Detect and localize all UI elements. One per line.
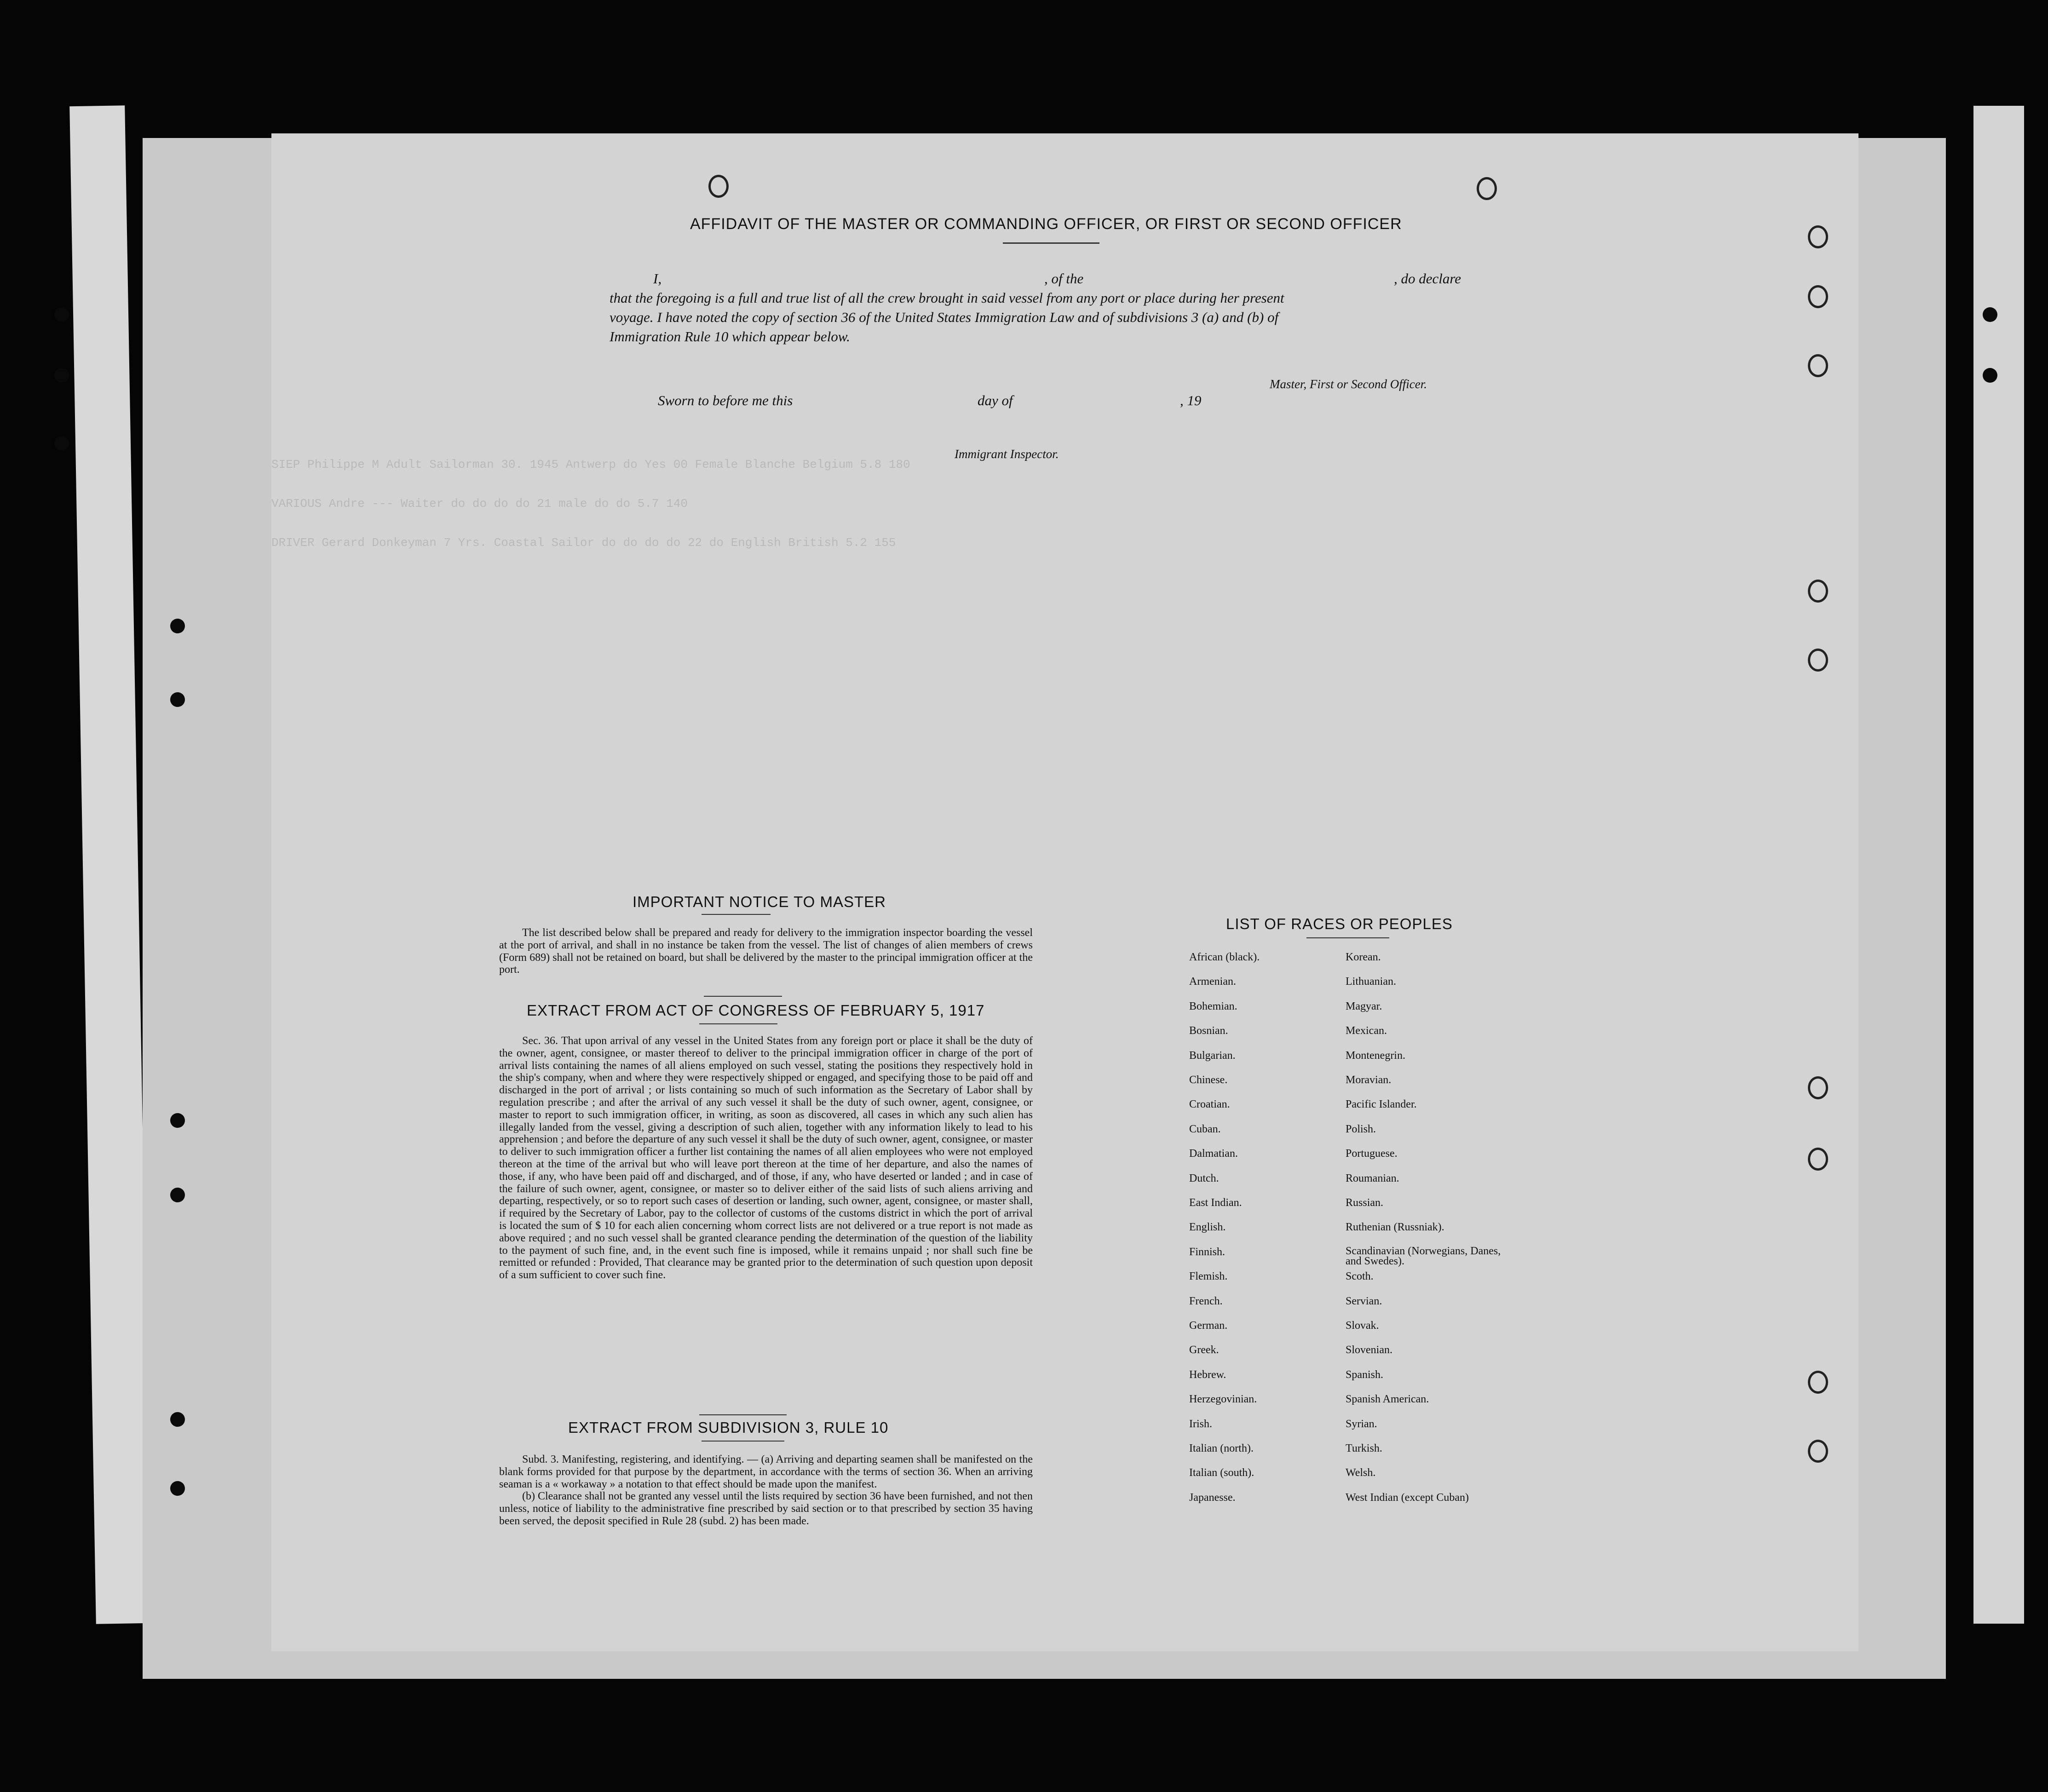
race-item: Italian (north). xyxy=(1189,1442,1254,1454)
race-item: Polish. xyxy=(1346,1123,1376,1135)
rule-title: EXTRACT FROM SUBDIVISION 3, RULE 10 xyxy=(568,1419,889,1436)
binder-punch xyxy=(170,1412,185,1427)
race-item: Dutch. xyxy=(1189,1172,1219,1184)
race-item: German. xyxy=(1189,1320,1228,1332)
binder-punch xyxy=(54,307,69,322)
race-item: Scandinavian (Norwegians, Danes, and Swedes). xyxy=(1346,1245,1501,1267)
race-item: Chinese. xyxy=(1189,1074,1228,1086)
race-item: English. xyxy=(1189,1221,1226,1234)
divider xyxy=(1003,242,1099,244)
binder-punch xyxy=(1983,368,1997,383)
divider xyxy=(699,1414,787,1415)
race-item: East Indian. xyxy=(1189,1197,1242,1209)
race-item: Lithuanian. xyxy=(1346,976,1396,988)
divider xyxy=(704,996,782,997)
race-item: Roumanian. xyxy=(1346,1172,1399,1184)
binding-hole xyxy=(1808,285,1828,308)
binding-hole xyxy=(1808,1076,1828,1099)
race-item: Cuban. xyxy=(1189,1123,1221,1135)
year-text: , 19 xyxy=(1180,392,1202,408)
act-title: EXTRACT FROM ACT OF CONGRESS OF FEBRUARY 5, 1917 xyxy=(527,1002,985,1019)
race-item: Welsh. xyxy=(1346,1467,1376,1479)
divider xyxy=(1306,937,1389,938)
binder-punch xyxy=(170,692,185,707)
race-item: Hebrew. xyxy=(1189,1368,1226,1381)
race-item: Scoth. xyxy=(1346,1270,1374,1283)
binder-punch xyxy=(54,436,69,451)
notice-title: IMPORTANT NOTICE TO MASTER xyxy=(633,893,886,910)
race-item: Greek. xyxy=(1189,1344,1219,1356)
divider xyxy=(702,1441,784,1442)
binding-hole xyxy=(1477,177,1497,200)
binding-hole xyxy=(1808,1440,1828,1463)
binder-punch xyxy=(54,368,69,383)
race-item: Spanish American. xyxy=(1346,1393,1429,1406)
race-item: French. xyxy=(1189,1295,1223,1307)
affidavit-i: I, xyxy=(653,270,662,287)
sworn-text: Sworn to before me this xyxy=(658,392,793,408)
races-list xyxy=(1189,951,1649,1563)
notice-text: The list described below shall be prepared and ready for delivery to the immigration inspector boarding the vessel at the port of arrival, and shall in no instance be taken from the vessel. The list of changes of alien members of crews (Form 689) shall not be retained on board, but shall be delivered by the master to the principal immigration officer at the port. xyxy=(499,927,1033,976)
race-item: Turkish. xyxy=(1346,1442,1382,1454)
race-item: Bulgarian. xyxy=(1189,1049,1236,1062)
binding-hole xyxy=(1808,580,1828,603)
inspector-signature-label: Immigrant Inspector. xyxy=(955,447,1059,461)
manifest-page xyxy=(271,133,1858,1651)
race-item: Armenian. xyxy=(1189,976,1236,988)
race-item: Slovenian. xyxy=(1346,1344,1392,1356)
binder-punch xyxy=(170,619,185,633)
race-item: Irish. xyxy=(1189,1418,1212,1430)
race-item: Herzegovinian. xyxy=(1189,1393,1257,1406)
race-item: Ruthenian (Russniak). xyxy=(1346,1221,1444,1234)
race-item: Syrian. xyxy=(1346,1418,1377,1430)
race-item: West Indian (except Cuban) xyxy=(1346,1491,1469,1504)
bleed-through-row: VARIOUS Andre --- Waiter do do do do 21 male do do 5.7 140 xyxy=(271,497,688,511)
bleed-through-row: SIEP Philippe M Adult Sailorman 30. 1945 Antwerp do Yes 00 Female Blanche Belgium 5.8 180 xyxy=(271,458,910,471)
race-item: African (black). xyxy=(1189,951,1260,963)
act-text: Sec. 36. That upon arrival of any vessel in the United States from any foreign port or place it shall be the duty of the owner, agent, consignee, or master thereof to deliver to the principal immigration officer in charge of the port of arrival lists containing the names of all aliens employed on such vessel, stating the positions they respectively hold in the ship's company, when and where they were respectively shipped or engaged, and specifying those to be paid off and discharged in the port of arrival ; or lists containing so much of such information as the Secretary of Labor shall by regulation prescribe ; and after the arrival of any such vessel it shall be the duty of such owner, agent, consignee, or master to report to such immigration officer, in writing, as soon as discovered, all cases in which any such alien has illegally landed from the vessel, giving a description of such alien, together with any information likely to lead to his apprehension ; and before the departure of any such vessel it shall be the duty of such owner, agent, consignee, or master to deliver to such immigration officer a further list containing the names of all alien employees who were not employed thereon at the time of the arrival but who will leave port thereon at the time of her departure, and also the names of those, if any, who have been paid off and discharged, and of those, if any, who have deserted or landed ; and in case of the failure of such owner, agent, consignee, or master so to deliver either of the said lists of such aliens arriving and departing, respectively, or so to report such cases of desertion or landing, such owner, agent, consignee, or master shall, if required by the Secretary of Labor, pay to the collector of customs of the customs district in which the port of arrival is located the sum of $ 10 for each alien concerning whom correct lists are not delivered or a true report is not made as above required ; and no such vessel shall be granted clearance pending the determination of the question of the liability to the payment of such fine, and, in the event such fine is imposed, while it remains unpaid ; nor shall such fine be remitted or refunded : Provided, That clearance may be granted prior to the determination of such question upon deposit of a sum sufficient to cover such fine. xyxy=(499,1035,1033,1281)
affidavit-line: Immigration Rule 10 which appear below. xyxy=(610,328,850,345)
binding-hole xyxy=(1808,354,1828,377)
race-item: Japanesse. xyxy=(1189,1491,1236,1504)
affidavit-of-the: , of the xyxy=(1044,270,1084,287)
binder-punch xyxy=(170,1188,185,1202)
affidavit-line: voyage. I have noted the copy of section 36 of the United States Immigration Law and of subdivisions 3 (a) and (b) of xyxy=(610,309,1279,325)
binder-punch xyxy=(170,1113,185,1128)
race-item: Slovak. xyxy=(1346,1320,1379,1332)
race-item: Croatian. xyxy=(1189,1098,1230,1111)
rule-text: Subd. 3. Manifesting, registering, and identifying. — (a) Arriving and departing seamen shall be manifested on the blank forms provided for that purpose by the department, in accordance with the terms of section 36. When an arriving seaman is a « workaway » a notation to that effect should be made upon the manifest. (b) Clearance shall not be granted any vessel until the lists required by section 36 have been furnished, and not then unless, notice of liability to the administrative fine prescribed by said section or to that prescribed by section 35 having been served, the deposit specified in Rule 28 (subd. 2) has been made. xyxy=(499,1453,1033,1527)
race-item: Russian. xyxy=(1346,1197,1384,1209)
master-signature-label: Master, First or Second Officer. xyxy=(1270,377,1427,391)
affidavit-title: AFFIDAVIT OF THE MASTER OR COMMANDING OFFICER, OR FIRST OR SECOND OFFICER xyxy=(690,215,1402,233)
bleed-through-row: DRIVER Gerard Donkeyman 7 Yrs. Coastal Sailor do do do do 22 do English British 5.2 155 xyxy=(271,536,896,550)
race-item: Bosnian. xyxy=(1189,1025,1228,1037)
divider xyxy=(702,914,771,915)
race-item: Dalmatian. xyxy=(1189,1148,1238,1160)
left-page-edge xyxy=(69,105,151,1624)
race-item: Moravian. xyxy=(1346,1074,1392,1086)
binding-hole xyxy=(1808,1371,1828,1394)
binding-hole xyxy=(708,175,729,198)
binding-hole xyxy=(1808,649,1828,672)
race-item: Servian. xyxy=(1346,1295,1382,1307)
divider xyxy=(699,1023,777,1024)
affidavit-line: that the foregoing is a full and true list of all the crew brought in said vessel from any port or place during her present xyxy=(610,290,1284,306)
race-item: Portuguese. xyxy=(1346,1148,1398,1160)
race-item: Magyar. xyxy=(1346,1000,1382,1012)
binding-hole xyxy=(1808,225,1828,248)
race-item: Flemish. xyxy=(1189,1270,1228,1283)
race-item: Pacific Islander. xyxy=(1346,1098,1417,1111)
right-page-edge xyxy=(1973,106,2024,1624)
affidavit-do-declare: , do declare xyxy=(1394,270,1461,287)
race-item: Montenegrin. xyxy=(1346,1049,1405,1062)
day-of-text: day of xyxy=(978,392,1013,408)
binder-punch xyxy=(170,1481,185,1496)
binder-punch xyxy=(1983,307,1997,322)
race-item: Mexican. xyxy=(1346,1025,1387,1037)
binding-hole xyxy=(1808,1148,1828,1171)
race-item: Spanish. xyxy=(1346,1368,1384,1381)
race-item: Bohemian. xyxy=(1189,1000,1237,1012)
race-item: Italian (south). xyxy=(1189,1467,1254,1479)
race-item: Korean. xyxy=(1346,951,1381,963)
race-item: Finnish. xyxy=(1189,1246,1225,1258)
races-title: LIST OF RACES OR PEOPLES xyxy=(1226,915,1453,932)
